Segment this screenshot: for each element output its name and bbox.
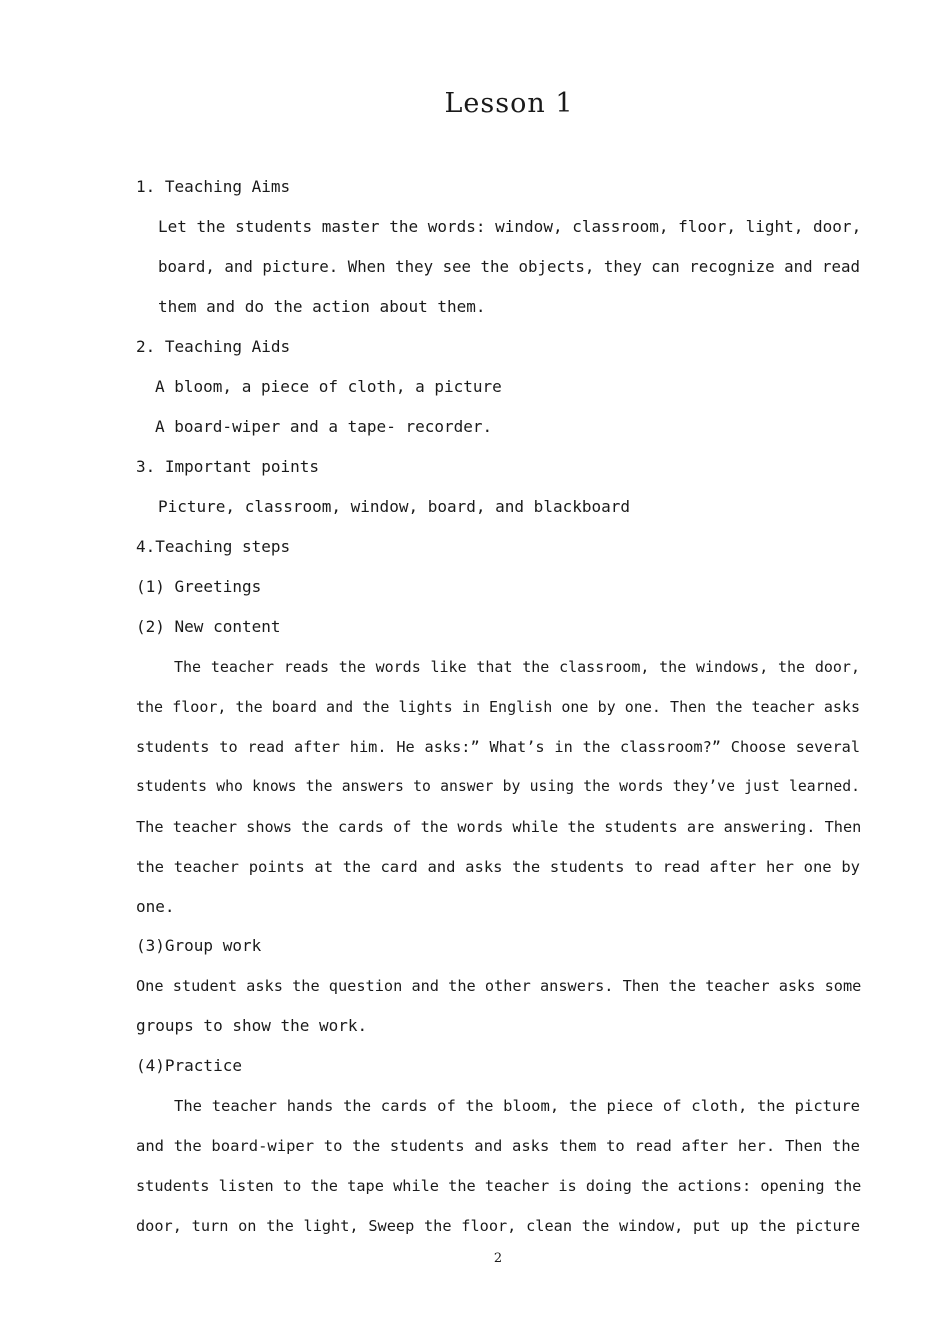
step-heading-greetings: (1) Greetings (136, 577, 262, 596)
paragraph-line: one. (136, 897, 175, 916)
section-heading-aids: 2. Teaching Aids (136, 337, 291, 356)
paragraph-line: One student asks the question and the other answers. Then the teacher asks some (136, 977, 862, 995)
paragraph-line: The teacher reads the words like that the classroom, the windows, the door, (174, 658, 860, 676)
paragraph-line: students to read after him. He asks:” What’s in the classroom?” Choose several (136, 738, 860, 756)
paragraph-line: groups to show the work. (136, 1016, 368, 1035)
paragraph-line: the floor, the board and the lights in English one by one. Then the teacher asks (136, 698, 860, 716)
aims-line: Let the students master the words: window, classroom, floor, light, door, (158, 217, 862, 236)
page-title: Lesson 1 (444, 88, 574, 119)
aids-line: A board-wiper and a tape- recorder. (155, 417, 493, 436)
paragraph-line: and the board-wiper to the students and asks them to read after her. Then the (136, 1137, 860, 1155)
points-line: Picture, classroom, window, board, and blackboard (158, 497, 631, 516)
step-heading-practice: (4)Practice (136, 1056, 242, 1075)
paragraph-line: the teacher points at the card and asks the students to read after her one by (136, 858, 860, 876)
paragraph-line: students who knows the answers to answer by using the words they’ve just learned. (136, 778, 860, 795)
paragraph-line: students listen to the tape while the teacher is doing the actions: opening the (136, 1177, 862, 1195)
aims-line: them and do the action about them. (158, 297, 486, 316)
step-heading-group-work: (3)Group work (136, 936, 262, 955)
paragraph-line: The teacher hands the cards of the bloom, the piece of cloth, the picture (174, 1097, 860, 1115)
aims-line: board, and picture. When they see the objects, they can recognize and read (158, 257, 860, 276)
paragraph-line: The teacher shows the cards of the words while the students are answering. Then (136, 818, 862, 836)
aids-line: A bloom, a piece of cloth, a picture (155, 377, 502, 396)
paragraph-line: door, turn on the light, Sweep the floor, clean the window, put up the picture (136, 1217, 860, 1235)
step-heading-new-content: (2) New content (136, 617, 281, 636)
section-heading-aims: 1. Teaching Aims (136, 177, 291, 196)
section-heading-points: 3. Important points (136, 457, 320, 476)
section-heading-steps: 4.Teaching steps (136, 537, 291, 556)
page-number: 2 (493, 1251, 503, 1266)
